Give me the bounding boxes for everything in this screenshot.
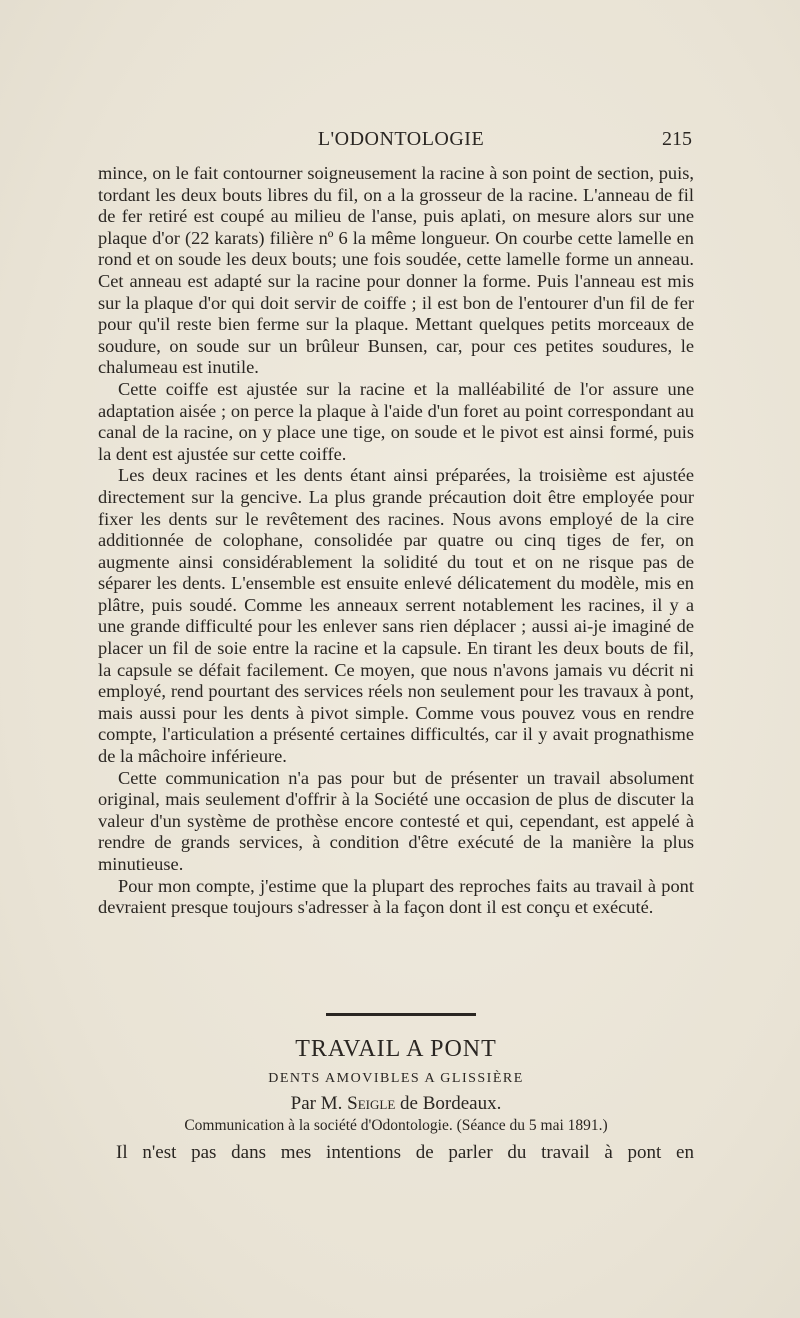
journal-title: L'ODONTOLOGIE — [317, 128, 485, 150]
paragraph-continued: mince, on le fait contourner soigneusement la racine à son point de section, puis, tordant les deux bouts libres du fil, on a la grosseur de la racine. L'anneau de fil de fer retiré est coupé au milieu de l'anse, puis aplati, on mesure alors sur une plaque d'or (22 karats) filière nº 6 la même longueur. On courbe cette lamelle en rond et on soude les deux bouts; une fois soudée, cette lamelle forme un anneau. Cet anneau est adapté sur la racine pour donner la forme. Puis l'anneau est mis sur la plaque d'or qui doit servir de coiffe ; il est bon de l'entourer d'un fil de fer pour qu'il reste bien ferme sur la plaque. Mettant quelques petits morceaux de soudure, on soude sur un brûleur Bunsen, car, pour ces petites soudures, le chalumeau est inutile. — [98, 163, 694, 378]
byline-suffix: de Bordeaux. — [400, 1093, 502, 1114]
byline — [98, 1093, 694, 1115]
page-number: 215 — [662, 128, 692, 150]
section-first-line: Il n'est pas dans mes intentions de parler du travail à pont en — [116, 1142, 694, 1163]
article-body — [98, 163, 694, 919]
communication-note: Communication à la société d'Odontologie. (Séance du 5 mai 1891.) — [184, 1117, 608, 1134]
section-divider — [326, 1013, 476, 1016]
paragraph: Cette coiffe est ajustée sur la racine et la malléabilité de l'or assure une adaptation aisée ; on perce la plaque à l'aide d'un foret au point correspondant au canal de la racine, on y place une tige, on soude et le pivot est ainsi formé, puis la dent est ajustée sur cette coiffe. — [98, 378, 694, 464]
running-header — [110, 128, 692, 158]
paragraph: Pour mon compte, j'estime que la plupart des reproches faits au travail à pont devraient presque toujours s'adresser à la façon dont il est conçu et exécuté. — [98, 875, 694, 918]
author-name: Seigle — [347, 1093, 396, 1114]
section-subtitle: DENTS AMOVIBLES A GLISSIÈRE — [268, 1071, 524, 1086]
paragraph: Cette communication n'a pas pour but de présenter un travail absolument original, mais seulement d'offrir à la Société une occasion de plus de discuter la valeur d'un système de prothèse encore contesté et qui, cependant, est appelé à rendre de grands services, à condition d'être exécuté de la manière la plus minutieuse. — [98, 767, 694, 874]
section-title: TRAVAIL A PONT — [295, 1036, 497, 1062]
byline-prefix: Par M. — [290, 1093, 343, 1114]
paragraph: Les deux racines et les dents étant ainsi préparées, la troisième est ajustée directement sur la gencive. La plus grande précaution doit être employée pour fixer les dents sur le revêtement des racines. Nous avons employé de la cire additionnée de colophane, consolidée par quatre ou cinq tiges de fer, on augmente ainsi considérablement la solidité du tout et on ne risque pas de séparer les dents. L'ensemble est ensuite enlevé délicatement du modèle, mis en plâtre, puis soudé. Comme les anneaux serrent notablement les racines, il y a une grande difficulté pour les enlever sans rien déplacer ; aussi ai-je imaginé de placer un fil de soie entre la racine et la capsule. En tirant les deux bouts de fil, la capsule se défait facilement. Ce moyen, que nous n'avons jamais vu décrit ni employé, rend pourtant des services réels non seulement pour les travaux à pont, mais aussi pour les dents à pivot simple. Comme vous pouvez vous en rendre compte, l'articulation a présenté certaines difficultés, car il y avait prognathisme de la mâchoire inférieure. — [98, 465, 694, 767]
